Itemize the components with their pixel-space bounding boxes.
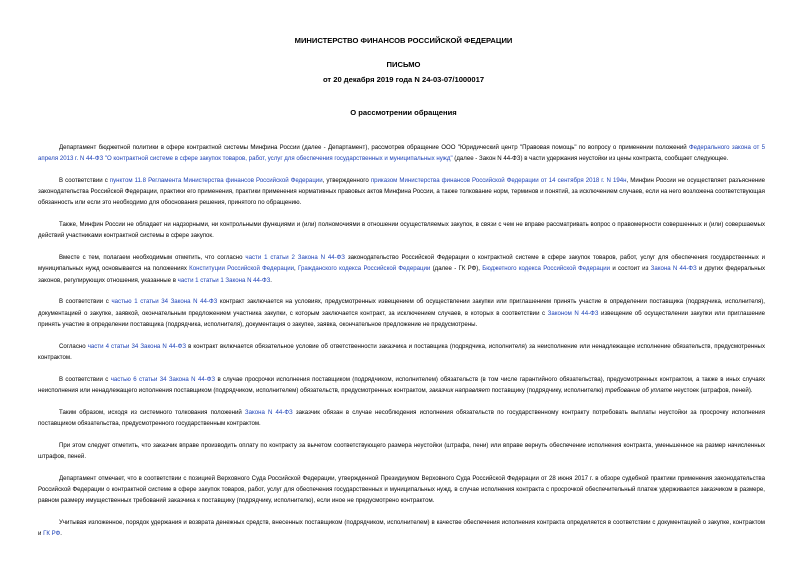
document-body	[38, 142, 765, 550]
text-run: Вместе с тем, полагаем необходимым отметить, что согласно	[59, 254, 246, 262]
text-run: (далее - Закон N 44-ФЗ) в части удержания неустойки из цены контракта, сообщает следующее.	[452, 155, 729, 163]
emphasis-text: требование об уплате	[605, 386, 673, 394]
link-civil-code-short[interactable]: ГК РФ	[43, 530, 61, 538]
text-run: В соответствии с	[59, 298, 112, 306]
text-run: контракт заключается на условиях, предусмотренных извещением об осуществлении закупки или приглашением принять участие в определении поставщика (подрядчика, исполнителя), документацией о закупке, заявкой, окончательным предложением участника закупки, с которым заключается контракт, за исключением случаев, в которых в соответствии с	[38, 298, 766, 317]
link-constitution[interactable]: Конституции Российской Федерации	[189, 265, 295, 273]
paragraph-6	[38, 341, 765, 363]
text-run: извещение об осуществлении закупки или приглашение принять участие в определении поставщика (подрядчика, исполнителя), документация о закупке, заявка, окончательное предложение не предусмотрены.	[38, 309, 766, 328]
paragraph-9	[38, 440, 765, 462]
link-part6-art34[interactable]: частью 6 статьи 34 Закона N 44-ФЗ	[110, 375, 216, 383]
paragraph-11	[38, 517, 765, 539]
paragraph-5	[38, 296, 765, 330]
text-run: В соответствии с	[59, 177, 110, 184]
text-run: и других федеральных законов, регулирующих отношения, указанные в	[38, 265, 766, 284]
text-run: При этом следует отметить, что заказчик вправе производить оплату по контракту за вычетом соответствующего размера неустойки (штрафа, пени) или вправе вернуть обеспечение исполнения контракта, уменьшенное на размер начисленных штрафов, пеней.	[38, 441, 765, 460]
paragraph-7	[38, 374, 765, 396]
link-part1-art1[interactable]: части 1 статьи 1 Закона N 44-ФЗ	[177, 276, 271, 284]
text-run: , утвержденного	[322, 177, 371, 184]
text-run: заказчик обязан в случае несоблюдения исполнения обязательств по государственному контракту потребовать выплаты неустойки за просрочку исполнения поставщиком обязательства, предусмотренного государственным контрактом.	[38, 408, 765, 427]
text-run: поставщику (подрядчику, исполнителю)	[489, 386, 606, 394]
link-civil-code[interactable]: Гражданского кодекса Российской Федерации	[298, 265, 431, 273]
paragraph-2	[38, 175, 765, 209]
link-part4-art34[interactable]: части 4 статьи 34 Закона N 44-ФЗ	[87, 342, 186, 350]
text-run: Учитывая изложенное, порядок удержания и возврата денежных средств, внесенных поставщиком (подрядчиком, исполнителем) в качестве обеспечения исполнения контракта определяется в соответствии с документацией о закупке, контрактом и	[38, 518, 765, 538]
link-part1-art2[interactable]: части 1 статьи 2 Закона N 44-ФЗ	[245, 254, 345, 262]
text-run: .	[60, 530, 62, 538]
text-run: (далее - ГК РФ),	[430, 265, 483, 273]
text-run: В соответствии с	[59, 375, 111, 383]
document-date-number: от 20 декабря 2019 года N 24-03-07/1000017	[322, 75, 485, 84]
link-regulation-item-11-8[interactable]: пунктом 11.8 Регламента Министерства финансов Российской Федерации	[109, 177, 323, 184]
link-law-44fz[interactable]: Федерального закона от 5 апреля 2013 г. N 44-ФЗ "О контрактной системе в сфере закупок товаров, работ, услуг для обеспечения государственных и муниципальных нужд"	[38, 144, 765, 163]
link-budget-code[interactable]: Бюджетного кодекса Российской Федерации	[482, 265, 611, 273]
text-run: и состоит из	[610, 265, 651, 273]
emphasis-text: заказчик направляет	[429, 386, 490, 394]
link-law-44fz-short[interactable]: Законом N 44-ФЗ	[547, 309, 599, 317]
document-subject: О рассмотрении обращения	[350, 108, 457, 117]
link-order-194n[interactable]: приказом Министерства финансов Российской Федерации от 14 сентября 2018 г. N 194н	[370, 177, 627, 184]
link-part1-art34[interactable]: частью 1 статьи 34 Закона N 44-ФЗ	[111, 298, 218, 306]
paragraph-1	[38, 142, 765, 164]
text-run: Согласно	[59, 342, 88, 350]
text-run: Таким образом, исходя из системного толкования положений	[59, 408, 245, 416]
text-run: неустоек (штрафов, пеней).	[672, 386, 753, 394]
ministry-heading: МИНИСТЕРСТВО ФИНАНСОВ РОССИЙСКОЙ ФЕДЕРАЦИИ	[294, 36, 513, 45]
text-run: .	[270, 276, 272, 284]
text-run: Департамент отмечает, что в соответствии с позицией Верховного Суда Российской Федерации, утвержденной Президиумом Верховного Суда Российской Федерации от 28 июня 2017 г. в обзоре судебной практики применения законодательства Российской Федерации о контрактной системе в сфере закупок товаров, работ, услуг для обеспечения государственных и муниципальных нужд, в случае исполнения контракта с просрочкой обеспечительный платеж удерживается заказчиком в размере, равном размеру имущественных требований заказчика к поставщику (подрядчику, исполнителю), если иное не предусмотрено контрактом.	[38, 474, 765, 505]
text-run: законодательство Российской Федерации о контрактной системе в сфере закупок товаров, работ, услуг для обеспечения государственных и муниципальных нужд основывается на положениях	[38, 254, 765, 273]
text-run: ,	[294, 265, 299, 273]
text-run: Также, Минфин России не обладает ни надзорными, ни контрольными функциями и (или) полномочиями в отношении осуществляемых закупок, в связи с чем не вправе рассматривать вопрос о правомерности совершенных и (или) совершаемых действий участниками контрактной системы в сфере закупок.	[38, 221, 765, 240]
text-run: , Минфин России не осуществляет разъяснение законодательства Российской Федерации, практики его применения, практики применения нормативных правовых актов Минфина России, а также толкование норм, терминов и понятий, за исключением случаев, если на него возложена соответствующая обязанность или если это необходимо для обоснования решения, принятого по обращению.	[38, 177, 766, 207]
paragraph-8	[38, 407, 765, 429]
document-type-heading: ПИСЬМО	[386, 60, 421, 69]
paragraph-4	[38, 252, 765, 286]
text-run: в случае просрочки исполнения поставщиком (подрядчиком, исполнителем) обязательств (в том числе гарантийного обязательства), предусмотренных контрактом, а также в иных случаях неисполнения или ненадлежащего исполнения поставщиком (подрядчиком, исполнителем) обязательств, предусмотренных контрактом,	[38, 375, 766, 394]
link-law-44fz-short[interactable]: Закона N 44-ФЗ	[244, 408, 293, 416]
text-run: Департамент бюджетной политики в сфере контрактной системы Минфина России (далее - Департамент), рассмотрев обращение ООО "Юридический центр "Правовая помощь" по вопросу о применении положений	[59, 144, 689, 151]
link-law-44fz-short[interactable]: Закона N 44-ФЗ	[650, 265, 697, 273]
paragraph-3	[38, 219, 765, 241]
paragraph-10	[38, 473, 765, 507]
text-run: в контракт включается обязательное условие об ответственности заказчика и поставщика (подрядчика, исполнителя) за неисполнение или ненадлежащее исполнение обязательств, предусмотренных контрактом.	[38, 342, 765, 361]
